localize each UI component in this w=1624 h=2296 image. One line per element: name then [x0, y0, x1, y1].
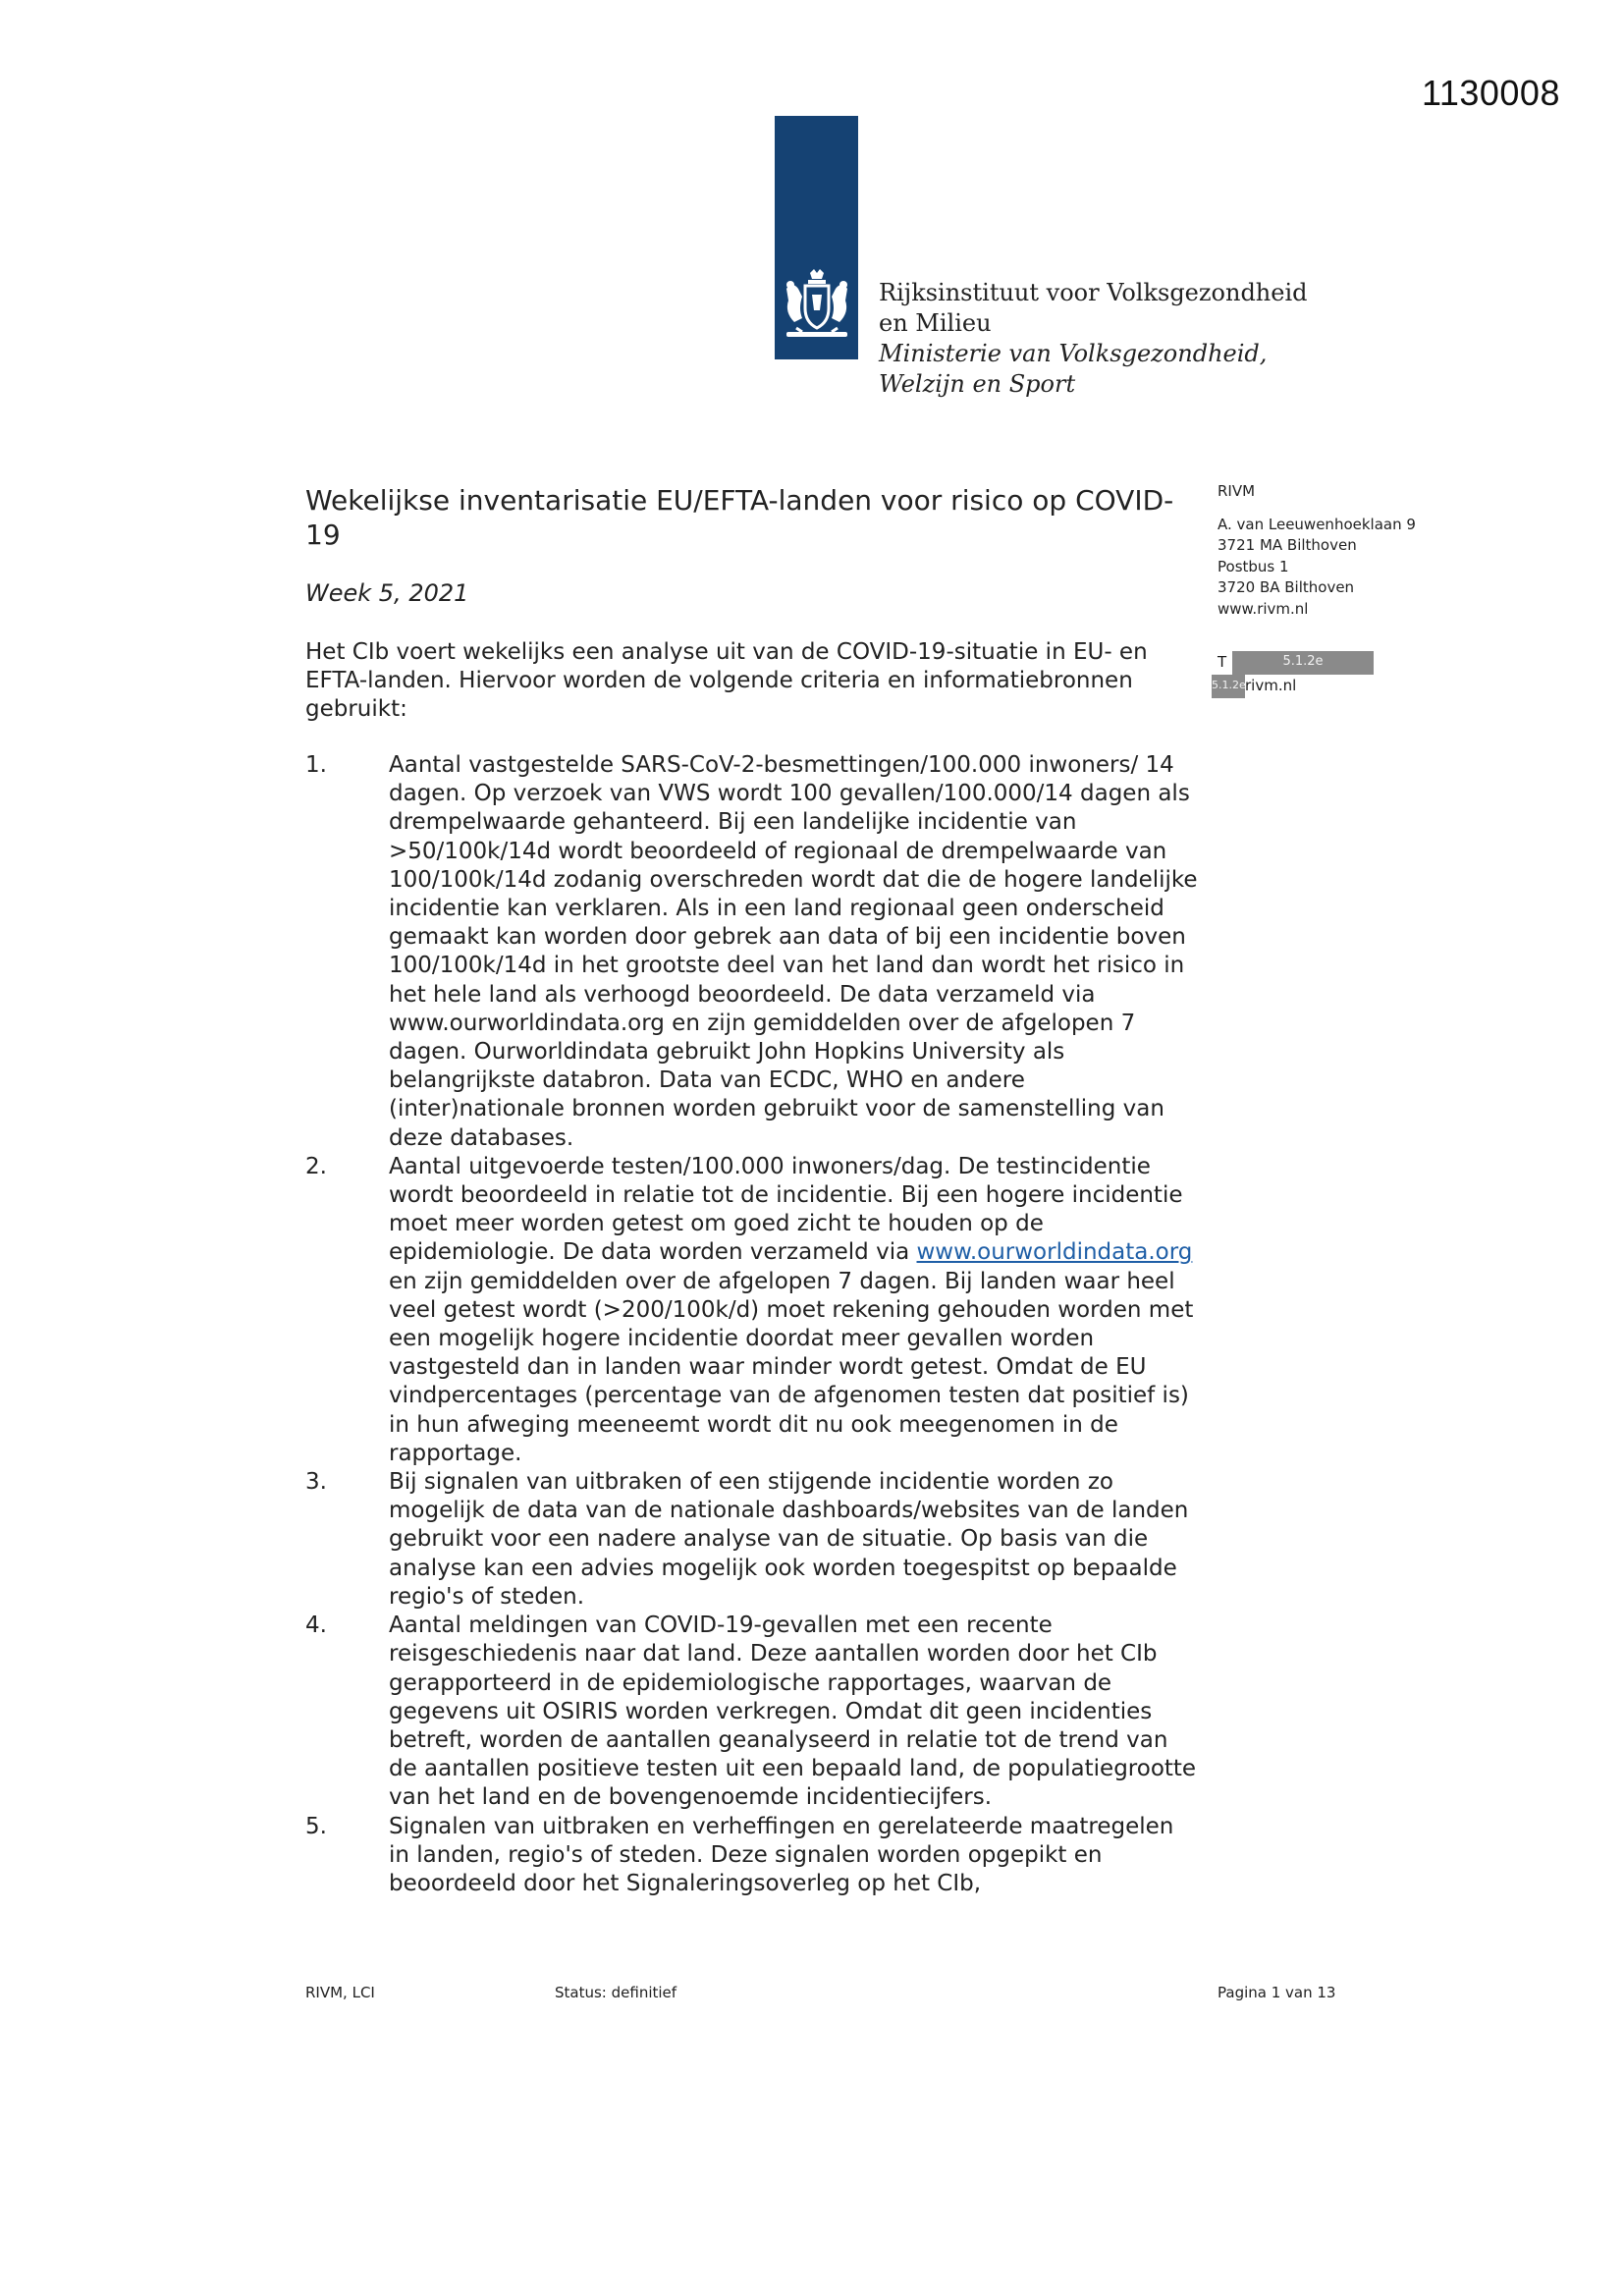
intro-paragraph: Het CIb voert wekelijks een analyse uit van de COVID-19-situatie in EU- en EFTA-landen. Hiervoor worden de volgende criteria en informatiebronnen gebruikt:	[305, 639, 1148, 722]
address-postbus: Postbus 1	[1218, 557, 1289, 575]
ministry-line-2: Welzijn en Sport	[879, 370, 1076, 398]
contact-block	[1212, 651, 1375, 700]
footer-status: Status: definitief	[555, 1984, 677, 2001]
list-item-text: Bij signalen van uitbraken of een stijgende incidentie worden zo mogelijk de data van de nationale dashboards/websites van de landen gebruikt voor een nadere analyse van de situatie. Op basis van die analyse kan een advies mogelijk ook worden toegespitst op bepaalde regio's of steden.	[389, 1469, 1189, 1610]
list-item	[305, 1813, 1201, 1899]
list-number: 5.	[305, 1813, 327, 1839]
organization-name	[879, 278, 1308, 400]
footer-page-number: Pagina 1 van 13	[1218, 1984, 1336, 2001]
email-suffix: rivm.nl	[1245, 677, 1297, 694]
criteria-list	[305, 751, 1201, 1898]
address-postbus-postcode: 3720 BA Bilthoven	[1218, 578, 1355, 596]
coat-of-arms-icon	[779, 267, 855, 346]
address-street: A. van Leeuwenhoeklaan 9	[1218, 515, 1416, 533]
ministry-line-1: Ministerie van Volksgezondheid,	[879, 340, 1268, 367]
list-item	[305, 1612, 1201, 1812]
website-link[interactable]: www.rivm.nl	[1218, 599, 1309, 618]
list-item-text: Signalen van uitbraken en verheffingen en gerelateerde maatregelen in landen, regio's of steden. Deze signalen worden opgepikt en beoordeeld door het Signaleringsoverleg op het CIb,	[389, 1813, 1174, 1896]
address-postcode: 3721 MA Bilthoven	[1218, 536, 1357, 554]
list-number: 1.	[305, 752, 327, 778]
redaction-box: 5.1.2e	[1232, 651, 1374, 675]
footer-org: RIVM, LCI	[305, 1984, 375, 2001]
sidebar-address	[1218, 481, 1416, 620]
sidebar-org: RIVM	[1218, 482, 1256, 500]
list-number: 2.	[305, 1153, 327, 1179]
list-item-text: Aantal uitgevoerde testen/100.000 inwoners/dag. De testincidentie wordt beoordeeld in relatie tot de incidentie. Bij een hogere incidentie moet meer worden getest om goed zicht te houden op de epidemiologie. De data worden verzameld via	[389, 1153, 1183, 1266]
list-item-text-continued: en zijn gemiddelden over de afgelopen 7 dagen. Bij landen waar heel veel getest wordt (>200/100k/d) moet rekening gehouden worden met een mogelijk hogere incidentie doordat meer gevallen worden vastgesteld dan in landen waar minder wordt getest. Omdat de EU vindpercentages (percentage van de afgenomen testen dat positief is) in hun afweging meeneemt wordt dit nu ook meegenomen in de rapportage.	[389, 1268, 1194, 1466]
redaction-box-small: 5.1.2e	[1212, 675, 1245, 698]
document-id: 1130008	[1422, 73, 1560, 113]
list-item	[305, 1153, 1201, 1468]
list-item	[305, 1468, 1201, 1612]
phone-label: T	[1218, 653, 1227, 671]
list-item-text: Aantal meldingen van COVID-19-gevallen met een recente reisgeschiedenis naar dat land. Deze aantallen worden door het CIb gerapporteerd in de epidemiologische rapportages, waarvan de gegevens uit OSIRIS worden verkregen. Omdat dit geen incidenties betreft, worden de aantallen geanalyseerd in relatie tot de trend van de aantallen positieve testen uit een bepaald land, de populatiegrootte van het land en de bovengenoemde incidentiecijfers.	[389, 1613, 1197, 1811]
list-number: 3.	[305, 1469, 327, 1496]
week-label: Week 5, 2021	[305, 579, 469, 607]
list-number: 4.	[305, 1613, 327, 1639]
document-title: Wekelijkse inventarisatie EU/EFTA-landen voor risico op COVID-19	[305, 484, 1174, 551]
org-line-1: Rijksinstituut voor Volksgezondheid	[879, 279, 1308, 306]
ourworldindata-link[interactable]: www.ourworldindata.org	[916, 1239, 1193, 1266]
list-item	[305, 751, 1201, 1153]
org-line-2: en Milieu	[879, 309, 992, 337]
list-item-text: Aantal vastgestelde SARS-CoV-2-besmettingen/100.000 inwoners/ 14 dagen. Op verzoek van VWS wordt 100 gevallen/100.000/14 dagen als drempelwaarde gehanteerd. Bij een landelijke incidentie van >50/100k/14d wordt beoordeeld of regionaal de drempelwaarde van 100/100k/14d zodanig overschreden wordt dat die de hogere landelijke incidentie kan verklaren. Als in een land regionaal geen onderscheid gemaakt kan worden door gebrek aan data of bij een incidentie boven 100/100k/14d in het grootste deel van het land dan wordt het risico in het hele land als verhoogd beoordeeld. De data verzameld via www.ourworldindata.org en zijn gemiddelden over de afgelopen 7 dagen. Ourworldindata gebruikt John Hopkins University als belangrijkste databron. Data van ECDC, WHO en andere (inter)nationale bronnen worden gebruikt voor de samenstelling van deze databases.	[389, 752, 1198, 1151]
